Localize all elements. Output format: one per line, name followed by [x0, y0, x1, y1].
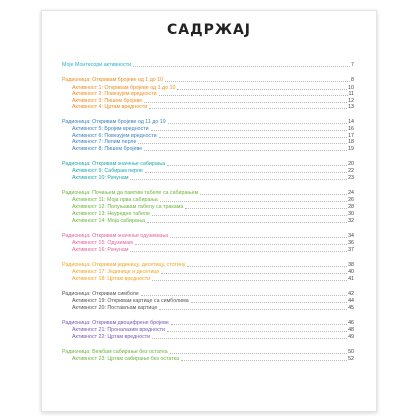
toc-page-number: 23 — [348, 175, 354, 181]
dot-leader — [147, 222, 347, 223]
dot-leader — [159, 137, 348, 138]
toc-entry-title: Моје Монтесори активности — [62, 62, 132, 68]
dot-leader — [171, 324, 347, 325]
toc-entry-title: Активност 1: Откривам бројеве од 1 до 10 — [72, 84, 176, 91]
toc-entry-title: Радионица: Откривам јединицу, десетицу, стотину — [62, 262, 186, 268]
page-title: САДРЖАЈ — [166, 22, 252, 38]
toc-entry-title: Активност 12: Попуњавам табелу са тракама — [72, 204, 184, 210]
toc-entry-title: Активност 10: Рачунам — [72, 175, 129, 181]
dot-leader — [159, 309, 347, 310]
dot-leader — [200, 194, 347, 195]
dot-leader — [152, 280, 347, 281]
toc-entry-title: Радионица: Вежбам сабирање без остатка — [62, 349, 168, 355]
toc-page-number: 16 — [348, 126, 354, 132]
dot-leader — [167, 165, 347, 166]
toc-entry-title: Активност 21: Проналазим вредности — [72, 327, 165, 333]
toc-page-number: 10 — [348, 84, 354, 91]
dot-leader — [159, 95, 348, 96]
toc-activity-entry — [72, 175, 354, 181]
toc-entry-title: Активност 13: Неуредне табеле — [72, 211, 150, 217]
dot-leader — [144, 150, 347, 151]
toc-entry-title: Активност 9: Сабирам перле — [72, 168, 143, 174]
toc-activity-entry — [72, 218, 354, 224]
toc-activity-entry — [72, 91, 354, 97]
toc-activity-entry — [72, 204, 354, 210]
toc-page-number: 18 — [348, 139, 354, 145]
toc-page-number: 30 — [348, 211, 354, 217]
toc-entry-title: Активност 7: Лепим перле — [72, 139, 137, 145]
dot-leader — [141, 295, 347, 296]
dot-leader — [130, 179, 347, 180]
toc-entry-title: Активност 20: Постављам картице — [72, 305, 158, 311]
toc-activity-entry — [72, 126, 354, 132]
toc-page-number: 37 — [348, 247, 354, 253]
toc-page-number: 44 — [348, 298, 354, 304]
toc-activity-entry — [72, 197, 354, 203]
toc-activity-entry — [72, 146, 354, 152]
toc-entry-title: Активност 5: Бројим вредности — [72, 126, 149, 132]
toc-page-number: 45 — [348, 305, 354, 311]
toc-activity-entry — [72, 305, 354, 311]
toc-section-heading — [62, 262, 354, 268]
toc-page-number: 17 — [348, 132, 354, 139]
toc-entry-title: Активност 8: Пишем бројеве — [72, 145, 143, 152]
toc-section-heading — [62, 119, 354, 125]
toc-entry-title: Радионица: Откривам симболе — [62, 291, 139, 297]
toc-section-heading — [62, 77, 354, 83]
dot-leader — [145, 172, 347, 173]
dot-leader — [149, 108, 347, 109]
toc-activity-entry — [72, 247, 354, 253]
toc-page-number: 40 — [348, 269, 354, 275]
toc-activity-entry — [72, 276, 354, 282]
toc-activity-entry — [72, 98, 354, 104]
toc-page-number: 26 — [348, 197, 354, 203]
dot-leader — [181, 360, 347, 361]
toc-entry-title: Активност 2: Повезујем вредности — [72, 91, 157, 97]
toc-page-number: 50 — [348, 349, 354, 355]
toc-section-heading — [62, 349, 354, 355]
toc-page-number: 19 — [348, 145, 354, 152]
dot-leader — [152, 215, 347, 216]
dot-leader — [144, 102, 347, 103]
toc-activity-entry — [72, 356, 354, 362]
dot-leader — [168, 123, 347, 124]
toc-entry-title: Активност 17: Јединице и десетице — [72, 269, 160, 275]
toc-activity-entry — [72, 334, 354, 340]
dot-leader — [187, 266, 347, 267]
toc-page-number: 11 — [348, 91, 354, 97]
book-page — [41, 10, 377, 412]
toc-page-number: 46 — [348, 320, 354, 326]
dot-leader — [130, 251, 347, 252]
dot-leader — [170, 237, 347, 238]
toc-section-heading — [62, 62, 354, 68]
toc-activity-entry — [72, 133, 354, 139]
toc-entry-title: Радионица: Откривам значење одузимања — [62, 233, 169, 239]
toc-entry-title: Активност 22: Цртам вредности — [72, 334, 151, 340]
toc-page-number: 38 — [348, 262, 354, 268]
dot-leader — [165, 81, 350, 82]
toc-page-number: 28 — [348, 204, 354, 210]
toc-entry-title: Активност 6: Повезујем вредности — [72, 132, 157, 139]
toc-entry-title: Радионица: Откривам бројеве од 11 до 19 — [62, 119, 166, 125]
toc-page-number: 49 — [348, 334, 354, 340]
toc-activity-entry — [72, 85, 354, 91]
dot-leader — [152, 338, 347, 339]
toc-page-number: 34 — [348, 233, 354, 239]
toc-page-number: 14 — [348, 119, 354, 125]
toc-activity-entry — [72, 298, 354, 304]
toc-page-number: 8 — [351, 77, 354, 83]
toc-activity-entry — [72, 211, 354, 217]
dot-leader — [185, 208, 347, 209]
toc-page-number: 36 — [348, 240, 354, 246]
dot-leader — [191, 302, 347, 303]
dot-leader — [133, 66, 350, 67]
toc-activity-entry — [72, 240, 354, 246]
toc-entry-title: Активност 19: Откривам картице са симболима — [72, 298, 189, 304]
dot-leader — [151, 130, 347, 131]
toc-activity-entry — [72, 104, 354, 110]
toc-entry-title: Активност 14: Моја сабирања — [72, 218, 146, 224]
toc-section-heading — [62, 233, 354, 239]
toc-page-number: 24 — [348, 190, 354, 196]
toc-page-number: 32 — [348, 218, 354, 224]
toc-activity-entry — [72, 139, 354, 145]
toc-page-number: 7 — [351, 62, 354, 68]
toc-page-number: 42 — [348, 291, 354, 297]
toc-entry-title: Радионица: Почињем да памтим табеле са сабирањем — [62, 190, 199, 196]
toc-page-number: 48 — [348, 327, 354, 333]
toc-page-number: 52 — [348, 356, 354, 362]
toc-section-heading — [62, 161, 354, 167]
toc-section-heading — [62, 320, 354, 326]
dot-leader — [177, 89, 347, 90]
toc-entry-title: Активност 11: Моја прва сабирања — [72, 197, 158, 203]
toc-entry-title: Активност 4: Цртам вредности — [72, 104, 148, 110]
toc-entry-title: Активност 18: Цртам вредности — [72, 276, 151, 282]
dot-leader — [170, 353, 347, 354]
toc-entry-title: Радионица: Откривам двоцифрене бројеве — [62, 320, 169, 326]
toc-entry-title: Радионица: Откривам бројеве од 1 до 10 — [62, 77, 164, 83]
toc-section-heading — [62, 190, 354, 196]
toc-page-number: 20 — [348, 161, 354, 167]
toc-page-number: 41 — [348, 276, 354, 282]
toc-entry-title: Активност 15: Одузимам — [72, 240, 133, 246]
toc-section-heading — [62, 291, 354, 297]
toc-entry-title: Радионица: Откривам значење сабирања — [62, 161, 166, 167]
dot-leader — [135, 244, 347, 245]
dot-leader — [160, 201, 347, 202]
dot-leader — [138, 143, 347, 144]
dot-leader — [161, 273, 347, 274]
toc-entry-title: Активност 16: Рачунам — [72, 247, 129, 253]
toc-activity-entry — [72, 327, 354, 333]
toc-page-number: 22 — [348, 168, 354, 174]
toc-activity-entry — [72, 168, 354, 174]
dot-leader — [167, 331, 347, 332]
toc-entry-title: Активност 23: Цртам сабирање без остатка — [72, 356, 180, 362]
toc-page-number: 13 — [348, 104, 354, 110]
toc-entry-title: Активност 3: Пишем бројеве — [72, 97, 143, 104]
toc-page-number: 12 — [348, 97, 354, 104]
toc-activity-entry — [72, 269, 354, 275]
